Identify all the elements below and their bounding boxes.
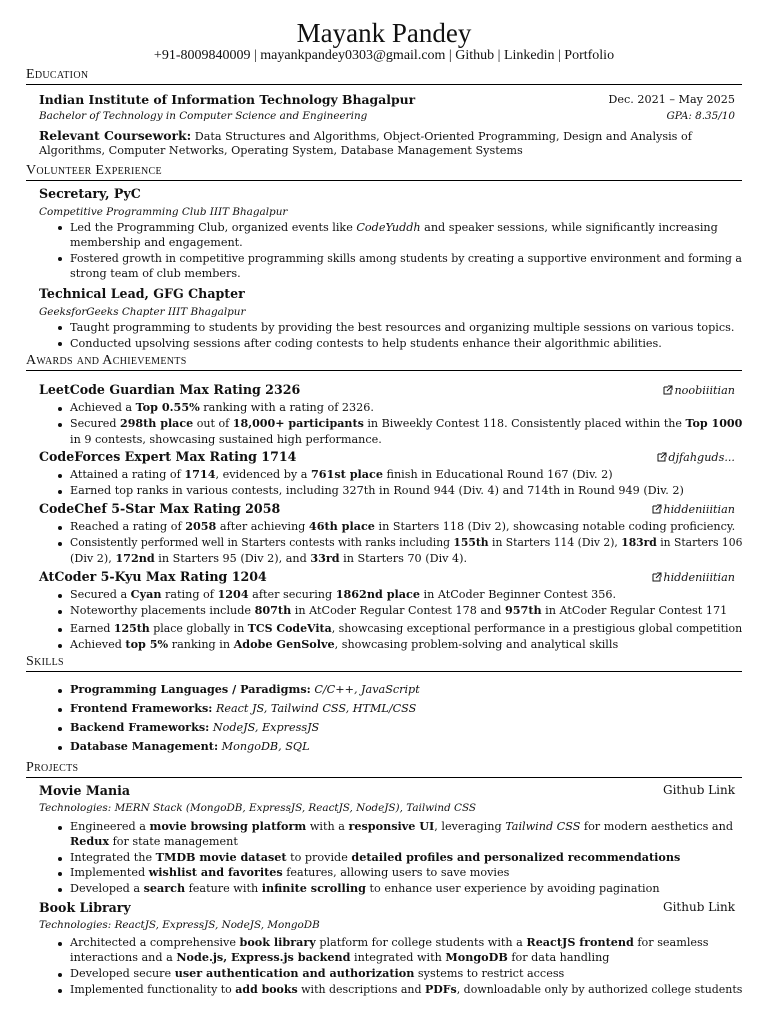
- list-item: [70, 865, 509, 880]
- text: noobiiitian: [674, 384, 735, 397]
- coursework-line: [39, 128, 692, 144]
- bullet: [58, 826, 64, 832]
- text: to provide: [286, 851, 352, 864]
- coursework-text: Data Structures and Algorithms, Object-Oriented Programming, Design and Analysis of: [194, 130, 692, 143]
- role-org: GeeksforGeeks Chapter IIIT Bhagalpur: [39, 306, 246, 318]
- bold-text: detailed profiles and personalized recommendations: [351, 850, 681, 864]
- list-item: [70, 519, 735, 534]
- project-tech: Technologies: MERN Stack (MongoDB, ExpressJS, ReactJS, NodeJS), Tailwind CSS: [39, 802, 477, 814]
- list-item: [70, 603, 727, 618]
- text: for state management: [109, 835, 238, 848]
- bold-text: Adobe GenSolve: [233, 637, 335, 651]
- list-item: Earned top ranks in various contests, including 327th in Round 944 (Div. 4) and 714th in Round 949 (Div. 2): [70, 484, 684, 497]
- list-item-cont: [70, 834, 238, 849]
- list-item: [70, 935, 709, 950]
- bold-text: 1204: [217, 587, 249, 601]
- bullet: [58, 942, 64, 948]
- bullet: [58, 326, 64, 332]
- text: in Starters 70 (Div 4).: [339, 552, 468, 565]
- list-item: Fostered growth in competitive programming skills among students by creating a supportive environment and forming a: [70, 252, 742, 265]
- bold-text: MongoDB: [445, 950, 508, 964]
- bullet: [58, 257, 64, 263]
- text: in Starters 106: [656, 536, 743, 549]
- role-org: Competitive Programming Club IIIT Bhagalpur: [39, 206, 288, 218]
- gpa: GPA: 8.35/10: [666, 110, 735, 122]
- separator: |: [497, 48, 501, 63]
- bold-text: 2058: [185, 519, 217, 533]
- bullet: [58, 628, 64, 634]
- list-item: [70, 220, 718, 235]
- role-title: Secretary, PyC: [39, 186, 141, 201]
- list-item: Conducted upsolving sessions after coding contests to help students enhance their algorithmic abilities.: [70, 337, 662, 350]
- award-title: CodeChef 5-Star Max Rating 2058: [39, 501, 281, 516]
- separator: |: [253, 48, 257, 63]
- bold-text: add books: [235, 982, 298, 996]
- text: in Biweekly Contest 118. Consistently placed within the: [363, 417, 686, 430]
- bold-text: 761st place: [310, 467, 383, 481]
- bold-text: Frontend Frameworks:: [70, 701, 213, 715]
- text: Implemented functionality to: [70, 983, 236, 996]
- phone[interactable]: +91-8009840009: [153, 48, 251, 63]
- bullet: [58, 746, 64, 752]
- text: Implemented: [70, 866, 149, 879]
- skill-item: [70, 720, 319, 735]
- list-item-cont: [70, 551, 467, 566]
- text: and speaker sessions, while significantly increasing: [420, 221, 718, 234]
- bold-text: infinite scrolling: [261, 881, 366, 895]
- list-item-cont: in 9 contests, showcasing sustained high performance.: [70, 433, 382, 446]
- bullet: [58, 342, 64, 348]
- bullet: [58, 490, 64, 496]
- profile-link[interactable]: [657, 450, 735, 465]
- bold-text: TCS CodeVita: [247, 621, 332, 635]
- text: Led the Programming Club, organized events like: [70, 221, 357, 234]
- award-title: AtCoder 5-Kyu Max Rating 1204: [39, 569, 267, 584]
- external-link-icon: [663, 385, 673, 395]
- bullet: [58, 708, 64, 714]
- bold-text: TMDB movie dataset: [155, 850, 287, 864]
- bullet: [58, 542, 64, 548]
- text: features, allowing users to save movies: [282, 866, 510, 879]
- text: place globally in: [149, 622, 248, 635]
- text: Achieved: [70, 638, 126, 651]
- text: Secured: [70, 417, 121, 430]
- list-item-cont: [70, 950, 609, 965]
- bold-text: user authentication and authorization: [174, 966, 415, 980]
- bold-text: 807th: [254, 603, 292, 617]
- bullet: [58, 727, 64, 733]
- list-item: [70, 881, 660, 896]
- project-title: Movie Mania: [39, 783, 131, 798]
- list-item: [70, 819, 733, 834]
- bold-text: 1862nd place: [335, 587, 420, 601]
- text: interactions and a: [70, 951, 177, 964]
- bold-text: Top 1000: [685, 416, 743, 430]
- text: Consistently performed well in Starters contests with ranks including: [70, 536, 454, 549]
- list-item: [70, 467, 613, 482]
- bold-text: 957th: [504, 603, 542, 617]
- bullet: [58, 857, 64, 863]
- text: hiddeniiitian: [663, 571, 735, 584]
- text: , showcasing problem-solving and analytical skills: [334, 638, 619, 651]
- project-tech: Technologies: ReactJS, ExpressJS, NodeJS, MongoDB: [39, 919, 320, 931]
- list-item: [70, 587, 616, 602]
- text: Achieved a: [70, 401, 136, 414]
- italic-text: CodeYuddh: [356, 221, 421, 234]
- text: feature with: [185, 882, 262, 895]
- email-link[interactable]: mayankpandey0303@gmail.com: [260, 48, 446, 63]
- bullet: [58, 594, 64, 600]
- text: for seamless: [633, 936, 709, 949]
- candidate-name: Mayank Pandey: [296, 18, 472, 48]
- bold-text: Top 0.55%: [135, 400, 200, 414]
- text: , leveraging: [434, 820, 506, 833]
- education-dates: Dec. 2021 – May 2025: [608, 93, 735, 106]
- contact-line: [0, 48, 768, 64]
- separator: |: [448, 48, 452, 63]
- text: with descriptions and: [297, 983, 425, 996]
- bullet: [58, 689, 64, 695]
- bullet: [58, 973, 64, 979]
- bold-text: Redux: [70, 834, 110, 848]
- bold-text: Node.js, Express.js backend: [176, 950, 351, 964]
- profile-link[interactable]: [652, 502, 735, 517]
- text: finish in Educational Round 167 (Div. 2): [382, 468, 613, 481]
- bold-text: top 5%: [125, 637, 169, 651]
- bullet: [58, 474, 64, 480]
- github-link[interactable]: Github Link: [662, 900, 735, 914]
- section-skills: [26, 654, 742, 672]
- bold-text: PDFs: [424, 982, 457, 996]
- text: with a: [306, 820, 349, 833]
- bullet: [58, 610, 64, 616]
- text: out of: [193, 417, 233, 430]
- section-title: Skills: [26, 654, 64, 669]
- profile-link[interactable]: [652, 570, 735, 585]
- text: Architected a comprehensive: [70, 936, 240, 949]
- portfolio-link[interactable]: Portfolio: [564, 48, 615, 63]
- text: Developed secure: [70, 967, 175, 980]
- award-title: CodeForces Expert Max Rating 1714: [39, 449, 297, 464]
- external-link-icon: [657, 452, 667, 462]
- bold-text: wishlist and favorites: [148, 865, 283, 879]
- bold-text: 298th place: [120, 416, 194, 430]
- bold-text: book library: [239, 935, 316, 949]
- bold-text: Programming Languages / Paradigms:: [70, 682, 311, 696]
- bold-text: ReactJS frontend: [526, 935, 634, 949]
- list-item: [70, 416, 742, 431]
- bold-text: 33rd: [310, 551, 340, 565]
- bold-text: Backend Frameworks:: [70, 720, 210, 734]
- text: Integrated the: [70, 851, 156, 864]
- text: rating of: [161, 588, 218, 601]
- section-title: Education: [26, 67, 89, 82]
- github-link[interactable]: Github Link: [662, 783, 735, 797]
- list-item: [70, 850, 680, 865]
- text: , showcasing exceptional performance in a prestigious global competition: [331, 622, 743, 635]
- italic-text: MongoDB, SQL: [221, 740, 310, 753]
- text: in Starters 95 (Div 2), and: [154, 552, 311, 565]
- list-item: [70, 535, 742, 550]
- section-awards: [26, 353, 742, 371]
- bold-text: 46th place: [308, 519, 375, 533]
- text: to enhance user experience by avoiding pagination: [365, 882, 660, 895]
- linkedin-link[interactable]: Linkedin: [503, 48, 555, 63]
- list-item-cont: membership and engagement.: [70, 236, 243, 249]
- list-item: [70, 621, 742, 636]
- text: Developed a: [70, 882, 144, 895]
- text: Reached a rating of: [70, 520, 186, 533]
- section-title: Awards and Achievements: [26, 353, 187, 368]
- bullet: [58, 526, 64, 532]
- section-education: [26, 67, 742, 85]
- bullet: [58, 872, 64, 878]
- list-item: Taught programming to students by providing the best resources and organizing multiple sessions on various topics.: [70, 321, 735, 334]
- bold-text: responsive UI: [348, 819, 435, 833]
- italic-text: C/C++, JavaScript: [314, 683, 420, 696]
- text: Engineered a: [70, 820, 150, 833]
- text: in Starters 118 (Div 2), showcasing notable coding proficiency.: [374, 520, 736, 533]
- role-title: Technical Lead, GFG Chapter: [39, 286, 245, 301]
- text: , evidenced by a: [215, 468, 311, 481]
- text: Noteworthy placements include: [70, 604, 255, 617]
- bold-text: Database Management:: [70, 739, 219, 753]
- text: in AtCoder Regular Contest 171: [541, 604, 728, 617]
- bullet: [58, 407, 64, 413]
- italic-text: NodeJS, ExpressJS: [212, 721, 320, 734]
- text: Secured a: [70, 588, 131, 601]
- list-item-cont: strong team of club members.: [70, 267, 241, 280]
- section-title: Volunteer Experience: [26, 163, 162, 178]
- bullet: [58, 888, 64, 894]
- coursework-label: Relevant Coursework:: [39, 128, 192, 143]
- degree: Bachelor of Technology in Computer Science and Engineering: [39, 110, 368, 122]
- italic-text: React JS, Tailwind CSS, HTML/CSS: [215, 702, 417, 715]
- text: for modern aesthetics and: [580, 820, 733, 833]
- bold-text: search: [143, 881, 186, 895]
- text: after achieving: [216, 520, 309, 533]
- list-item: [70, 966, 564, 981]
- bold-text: 1714: [184, 467, 216, 481]
- school-name: Indian Institute of Information Technology Bhagalpur: [39, 92, 416, 107]
- text: platform for college students with a: [315, 936, 527, 949]
- award-title: LeetCode Guardian Max Rating 2326: [39, 382, 301, 397]
- text: ranking in: [168, 638, 234, 651]
- section-projects: [26, 760, 742, 778]
- list-item: [70, 637, 618, 652]
- github-link[interactable]: Github: [455, 48, 495, 63]
- external-link-icon: [652, 572, 662, 582]
- bold-text: 18,000+ participants: [232, 416, 364, 430]
- text: in AtCoder Regular Contest 178 and: [291, 604, 505, 617]
- bullet: [58, 644, 64, 650]
- skill-item: [70, 701, 416, 716]
- bullet: [58, 226, 64, 232]
- text: in Starters 114 (Div 2),: [488, 536, 622, 549]
- profile-link[interactable]: [663, 383, 735, 398]
- text: Attained a rating of: [70, 468, 185, 481]
- bullet: [58, 989, 64, 995]
- section-title: Projects: [26, 760, 79, 775]
- section-volunteer: [26, 163, 742, 181]
- separator: |: [557, 48, 561, 63]
- bullet: [58, 423, 64, 429]
- list-item: [70, 982, 742, 997]
- bold-text: 172nd: [115, 551, 155, 565]
- text: , downloadable only by authorized college students: [456, 983, 743, 996]
- list-item: [70, 400, 374, 415]
- text: after securing: [248, 588, 336, 601]
- text: djfahguds...: [668, 451, 735, 464]
- text: ranking with a rating of 2326.: [199, 401, 374, 414]
- text: in AtCoder Beginner Contest 356.: [419, 588, 617, 601]
- text: integrated with: [350, 951, 446, 964]
- bold-text: movie browsing platform: [149, 819, 307, 833]
- external-link-icon: [652, 504, 662, 514]
- skill-item: [70, 682, 420, 697]
- text: for data handling: [507, 951, 610, 964]
- skill-item: [70, 739, 310, 754]
- coursework-line-2: Algorithms, Computer Networks, Operating System, Database Management Systems: [39, 144, 523, 157]
- text: hiddeniiitian: [663, 503, 735, 516]
- bold-text: 125th: [113, 621, 150, 635]
- text: systems to restrict access: [414, 967, 565, 980]
- italic-text: Tailwind CSS: [505, 820, 581, 833]
- bold-text: 155th: [453, 535, 489, 549]
- text: (Div 2),: [70, 552, 116, 565]
- bold-text: Cyan: [130, 587, 162, 601]
- bold-text: 183rd: [621, 535, 657, 549]
- project-title: Book Library: [39, 900, 131, 915]
- text: Earned: [70, 622, 114, 635]
